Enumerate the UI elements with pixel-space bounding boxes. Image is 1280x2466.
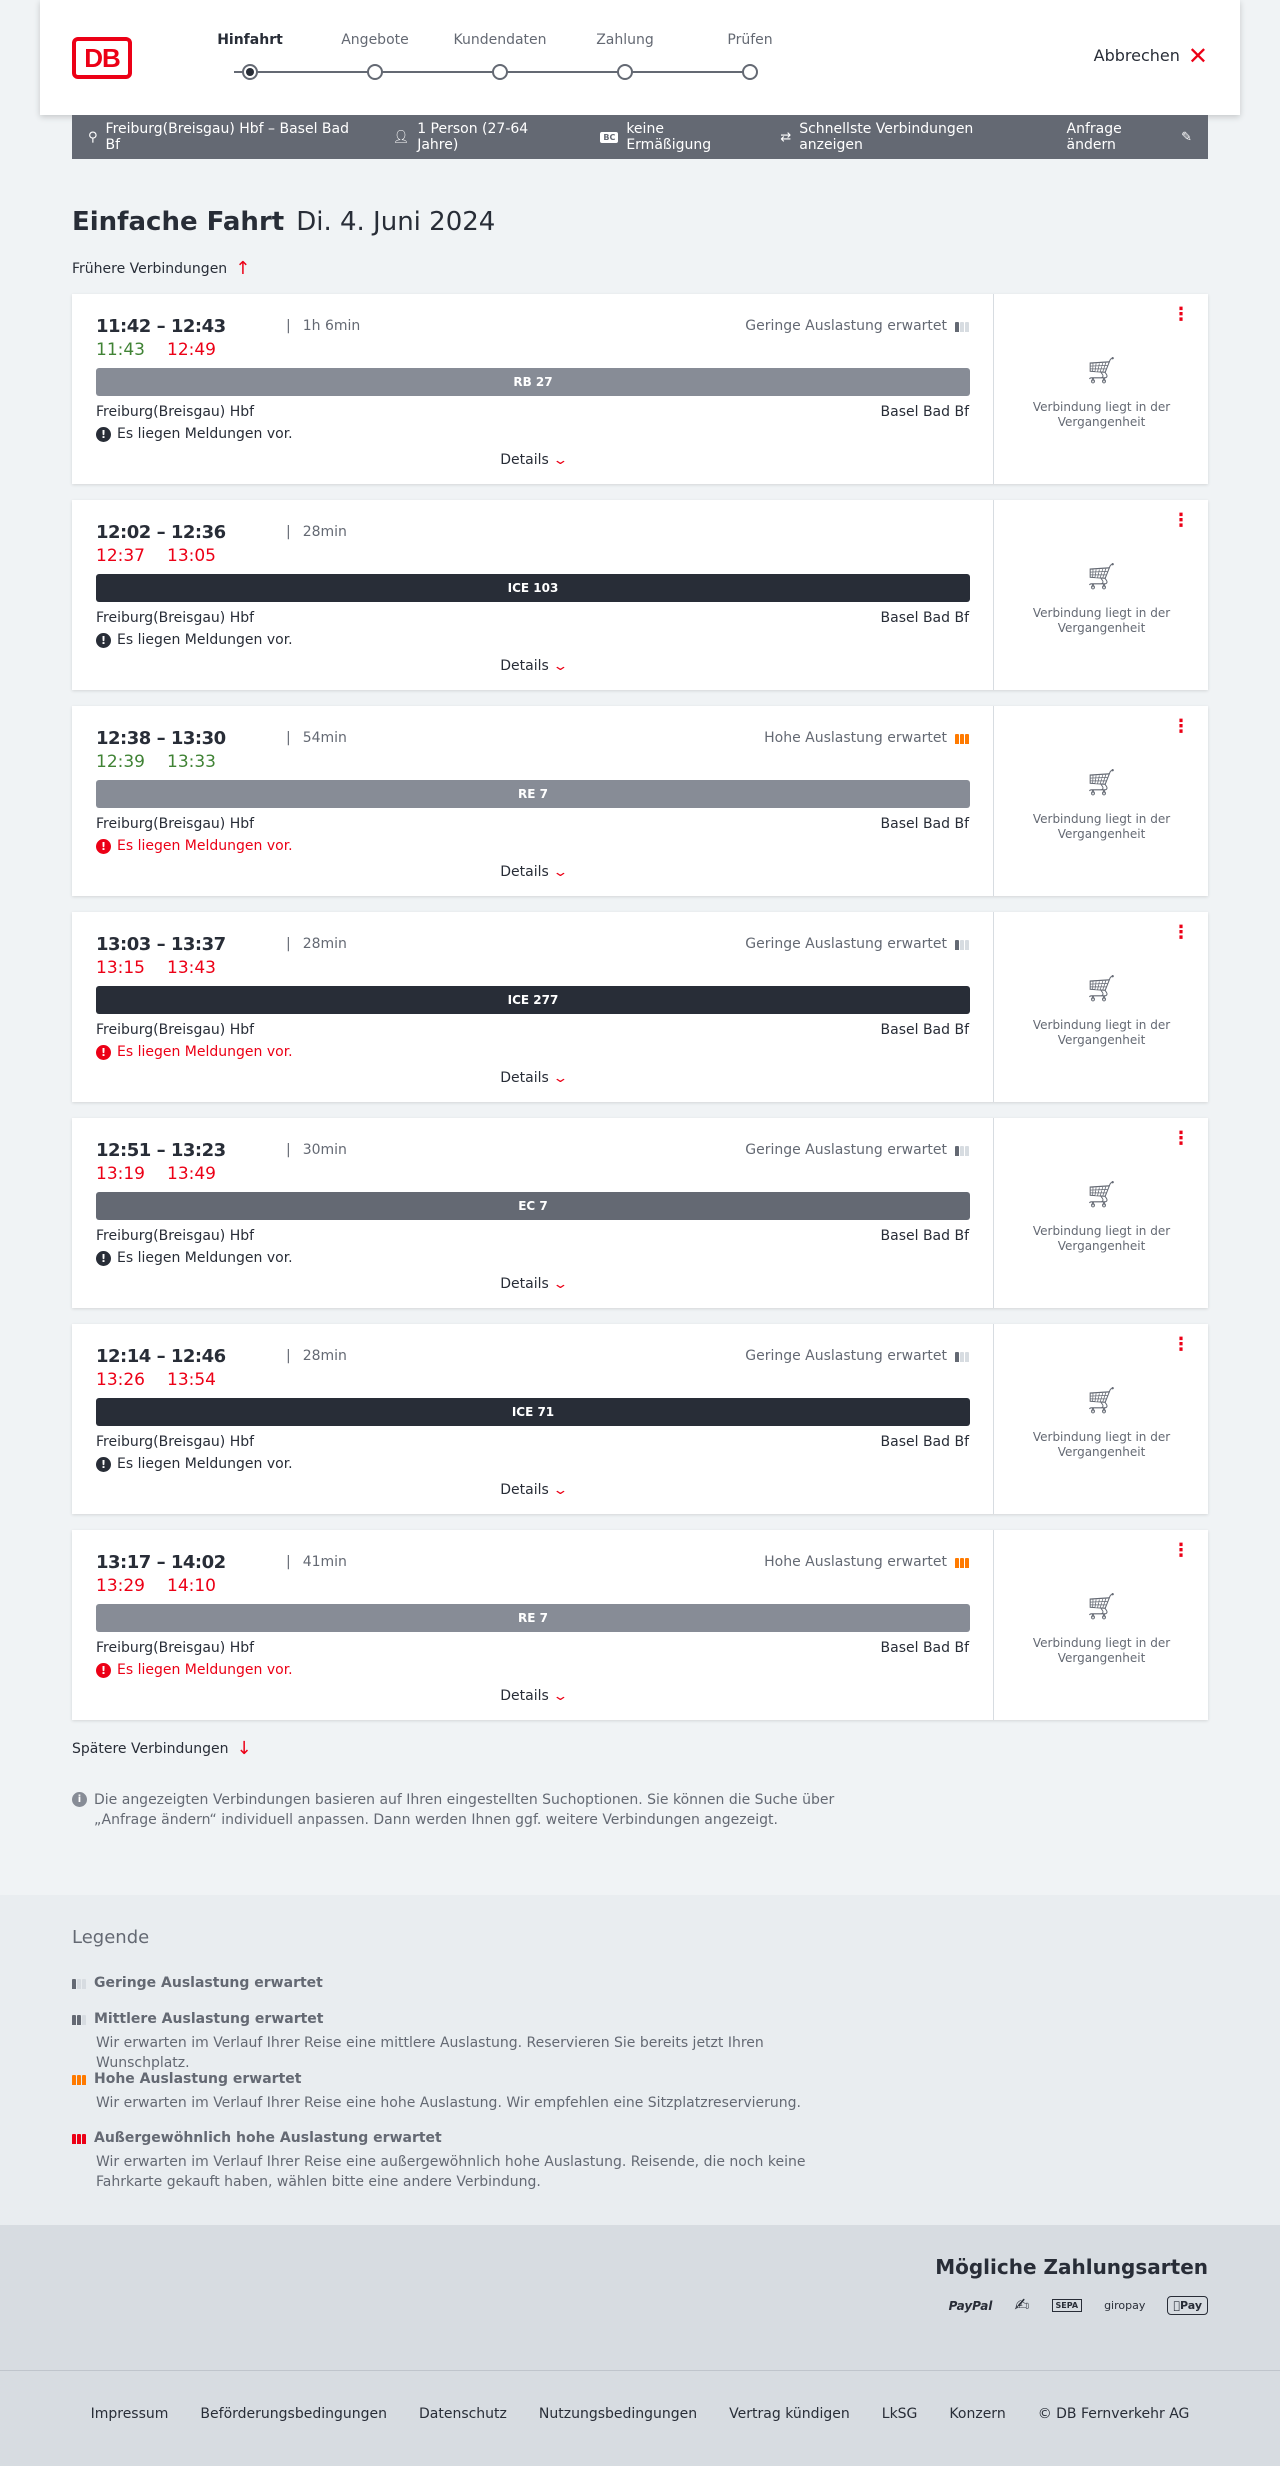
message-text: Es liegen Meldungen vor. (117, 1044, 293, 1060)
step-label: Hinfahrt (217, 32, 283, 48)
arrival-station: Basel Bad Bf (880, 1434, 969, 1450)
step-label: Kundendaten (453, 32, 547, 48)
more-options-icon[interactable]: ⋮ (1172, 1334, 1190, 1355)
realtime-arrival: 12:49 (167, 340, 216, 360)
booking-side (995, 1530, 1208, 1720)
departure-station: Freiburg(Breisgau) Hbf (96, 1434, 255, 1450)
change-request-label: Anfrage ändern (1066, 121, 1122, 153)
step-dot (492, 64, 508, 80)
past-connection-note: Verbindung liegt in der Vergangenheit (1032, 1018, 1171, 1047)
duration: | 41min (286, 1554, 347, 1570)
page-title (72, 207, 495, 237)
fastest-toggle[interactable] (780, 121, 1036, 153)
realtime-times (96, 1576, 238, 1596)
more-options-icon[interactable]: ⋮ (1172, 716, 1190, 737)
low-occupancy-icon (955, 320, 969, 332)
train-bar[interactable]: RE 7 (96, 1604, 970, 1632)
departure-station: Freiburg(Breisgau) Hbf (96, 1640, 255, 1656)
legend-xhigh (72, 2130, 852, 2192)
arrival-station: Basel Bad Bf (880, 610, 969, 626)
occupancy-label: Geringe Auslastung erwartet (745, 1348, 947, 1364)
details-toggle[interactable] (72, 1070, 994, 1086)
duration: | 1h 6min (286, 318, 360, 334)
occupancy-label: Hohe Auslastung erwartet (764, 730, 947, 746)
connection-card[interactable] (72, 294, 1208, 484)
step-dot (742, 64, 758, 80)
more-options-icon[interactable]: ⋮ (1172, 922, 1190, 943)
message-text: Es liegen Meldungen vor. (117, 632, 293, 648)
train-bar[interactable]: ICE 103 (96, 574, 970, 602)
more-options-icon[interactable]: ⋮ (1172, 1128, 1190, 1149)
legend-mid (72, 2011, 852, 2073)
trip-date: Di. 4. Juni 2024 (296, 207, 496, 237)
legend-high-label: Hohe Auslastung erwartet (94, 2071, 302, 2087)
applepay-icon (1167, 2296, 1208, 2315)
legend-low (72, 1975, 852, 1991)
legend-xhigh-label: Außergewöhnlich hohe Auslastung erwartet (94, 2130, 442, 2146)
paypal-icon: PayPal (948, 2298, 993, 2313)
realtime-departure: 13:19 (96, 1164, 145, 1184)
medium-occupancy-icon (72, 2013, 86, 2025)
persons-text: 1 Person (27-64 Jahre) (417, 121, 529, 153)
message-text: Es liegen Meldungen vor. (117, 1250, 293, 1266)
connection-card[interactable] (72, 1324, 1208, 1514)
occupancy-label: Geringe Auslastung erwartet (745, 936, 947, 952)
payment-icons (949, 2295, 1208, 2316)
connection-card[interactable] (72, 1530, 1208, 1720)
realtime-departure: 13:29 (96, 1576, 145, 1596)
change-request-button[interactable] (1067, 121, 1193, 153)
realtime-departure: 12:39 (96, 752, 145, 772)
alert-icon: ! (96, 1663, 111, 1678)
train-bar[interactable]: ICE 71 (96, 1398, 970, 1426)
planned-times: 12:14 – 12:46 (96, 1346, 226, 1367)
footer-copyright: © DB Fernverkehr AG (1037, 2406, 1190, 2422)
train-bar[interactable]: RE 7 (96, 780, 970, 808)
planned-times: 13:17 – 14:02 (96, 1552, 226, 1573)
planned-times: 12:02 – 12:36 (96, 522, 226, 543)
step-label: Zahlung (596, 32, 654, 48)
chevron-down-icon: ⌄ (552, 1483, 569, 1498)
departure-station: Freiburg(Breisgau) Hbf (96, 404, 255, 420)
message-text: Es liegen Meldungen vor. (117, 838, 293, 854)
booking-side (995, 1324, 1208, 1514)
realtime-times (96, 340, 238, 360)
connection-card[interactable] (72, 1118, 1208, 1308)
departure-station: Freiburg(Breisgau) Hbf (96, 1228, 255, 1244)
connection-main (72, 912, 994, 1102)
realtime-times (96, 1370, 238, 1390)
persons-info (393, 121, 571, 153)
low-occupancy-icon (955, 1350, 969, 1362)
discount-text: keine Ermäßigung (626, 121, 712, 153)
chevron-down-icon: ⌄ (552, 453, 569, 468)
footer-link-nutzung[interactable]: Nutzungsbedingungen (538, 2406, 698, 2422)
legend-mid-label: Mittlere Auslastung erwartet (94, 2011, 324, 2027)
chevron-down-icon: ⌄ (552, 659, 569, 674)
cart-unavailable-icon: 🛒︎ (1084, 1180, 1118, 1210)
realtime-times (96, 752, 238, 772)
departure-station: Freiburg(Breisgau) Hbf (96, 816, 255, 832)
details-label: Details (500, 1482, 549, 1498)
occupancy-label: Geringe Auslastung erwartet (745, 1142, 947, 1158)
message-text: Es liegen Meldungen vor. (117, 1662, 293, 1678)
step-dot (367, 64, 383, 80)
cart-unavailable-icon: 🛒︎ (1084, 768, 1118, 798)
later-label: Spätere Verbindungen (72, 1740, 229, 1757)
occupancy-label: Geringe Auslastung erwartet (745, 318, 947, 334)
chevron-down-icon: ⌄ (552, 1689, 569, 1704)
train-bar[interactable]: RB 27 (96, 368, 970, 396)
booking-side (995, 912, 1208, 1102)
high-occupancy-icon (955, 732, 969, 744)
train-bar[interactable]: EC 7 (96, 1192, 970, 1220)
high-occupancy-icon (72, 2073, 86, 2085)
cancel-button[interactable] (1093, 41, 1208, 70)
info-text: Die angezeigten Verbindungen basieren auf Ihren eingestellten Suchoptionen. Sie können die Suche über „Anfrage ändern“ individuell anpassen. Dann werden Ihnen ggf. weitere Verbindungen angezeigt. (94, 1792, 835, 1828)
details-label: Details (500, 452, 549, 468)
later-connections-link[interactable] (72, 1738, 252, 1759)
duration: | 54min (286, 730, 347, 746)
low-occupancy-icon (955, 938, 969, 950)
step-angebote (325, 32, 425, 52)
step-zahlung (575, 32, 675, 52)
step-label: Angebote (341, 32, 409, 48)
step-dot (242, 64, 258, 80)
message-notice (96, 1662, 293, 1678)
person-icon: 👤︎ (392, 129, 410, 145)
more-options-icon[interactable]: ⋮ (1172, 510, 1190, 531)
request-summary-bar (72, 115, 1208, 159)
footer-link-konzern[interactable]: Konzern (949, 2406, 1006, 2422)
cart-unavailable-icon: 🛒︎ (1084, 1592, 1118, 1622)
header (40, 0, 1240, 115)
legend-mid-desc: Wir erwarten im Verlauf Ihrer Reise eine mittlere Auslastung. Reservieren Sie bereits jetzt Ihren Wunschplatz. (96, 2035, 764, 2071)
occupancy-info (745, 318, 969, 334)
realtime-departure: 13:26 (96, 1370, 145, 1390)
details-toggle[interactable] (72, 1482, 994, 1498)
alert-icon: ! (96, 1457, 111, 1472)
details-label: Details (500, 1276, 549, 1292)
booking-side (995, 1118, 1208, 1308)
details-toggle[interactable] (72, 658, 994, 674)
duration: | 30min (286, 1142, 347, 1158)
message-notice (96, 838, 293, 854)
message-notice (96, 426, 293, 442)
cart-unavailable-icon: 🛒︎ (1084, 562, 1118, 592)
departure-station: Freiburg(Breisgau) Hbf (96, 610, 255, 626)
planned-times: 11:42 – 12:43 (96, 316, 226, 337)
past-connection-note: Verbindung liegt in der Vergangenheit (1032, 1430, 1171, 1459)
db-logo[interactable]: DB (72, 37, 132, 79)
departure-station: Freiburg(Breisgau) Hbf (96, 1022, 255, 1038)
route-info (88, 121, 363, 153)
message-text: Es liegen Meldungen vor. (117, 1456, 293, 1472)
realtime-departure: 12:37 (96, 546, 145, 566)
past-connection-note: Verbindung liegt in der Vergangenheit (1032, 400, 1171, 429)
alert-icon: ! (96, 1045, 111, 1060)
realtime-departure: 11:43 (96, 340, 145, 360)
step-dot (617, 64, 633, 80)
footer-link-lksg[interactable]: LkSG (881, 2406, 918, 2422)
legend-high (72, 2071, 852, 2113)
close-icon: ✕ (1187, 41, 1208, 70)
step-pruefen (700, 32, 800, 52)
alert-icon: ! (96, 427, 111, 442)
realtime-arrival: 13:54 (167, 1370, 216, 1390)
message-notice (96, 1044, 293, 1060)
more-options-icon[interactable]: ⋮ (1172, 304, 1190, 325)
location-pin-icon: ⚲ (88, 129, 98, 145)
progress-line (234, 71, 746, 73)
details-toggle[interactable] (72, 1688, 994, 1704)
arrival-station: Basel Bad Bf (880, 816, 969, 832)
booking-side (995, 500, 1208, 690)
message-notice (96, 1250, 293, 1266)
pencil-icon: ✎ (1181, 129, 1193, 145)
step-hinfahrt (200, 32, 300, 52)
progress-steps (210, 32, 773, 92)
realtime-arrival: 14:10 (167, 1576, 216, 1596)
realtime-arrival: 13:05 (167, 546, 216, 566)
duration: | 28min (286, 524, 347, 540)
fastest-text: Schnellste Verbindungen anzeigen (799, 121, 974, 153)
arrival-station: Basel Bad Bf (880, 1228, 969, 1244)
alert-icon: ! (96, 839, 111, 854)
chevron-down-icon: ⌄ (552, 865, 569, 880)
legend-title: Legende (72, 1927, 150, 1948)
earlier-label: Frühere Verbindungen (72, 260, 228, 277)
train-bar[interactable]: ICE 277 (96, 986, 970, 1014)
planned-times: 12:51 – 13:23 (96, 1140, 226, 1161)
occupancy-info (745, 936, 969, 952)
connection-card[interactable] (72, 706, 1208, 896)
realtime-arrival: 13:43 (167, 958, 216, 978)
connection-main (72, 500, 994, 690)
chevron-down-icon: ⌄ (552, 1071, 569, 1086)
applepay-label: Pay (1179, 2299, 1202, 2312)
cancel-label: Abbrechen (1093, 46, 1180, 65)
occupancy-info (745, 1142, 969, 1158)
footer-link-kuendigen[interactable]: Vertrag kündigen (729, 2406, 850, 2422)
chevron-down-icon: ⌄ (552, 1277, 569, 1292)
alert-icon: ! (96, 1251, 111, 1266)
connection-main (72, 706, 994, 896)
legend-xhigh-desc: Wir erwarten im Verlauf Ihrer Reise eine außergewöhnlich hohe Auslastung. Reisende, die noch keine Fahrkarte gekauft haben, wählen bitte eine andere Verbindung. (96, 2154, 806, 2190)
occupancy-info (764, 1554, 969, 1570)
message-notice (96, 632, 293, 648)
connection-main (72, 1324, 994, 1514)
past-connection-note: Verbindung liegt in der Vergangenheit (1032, 606, 1171, 635)
details-label: Details (500, 864, 549, 880)
search-info-note (72, 1790, 852, 1830)
arrival-station: Basel Bad Bf (880, 1022, 969, 1038)
trip-type: Einfache Fahrt (72, 207, 285, 237)
realtime-times (96, 1164, 238, 1184)
connection-card[interactable] (72, 500, 1208, 690)
past-connection-note: Verbindung liegt in der Vergangenheit (1032, 812, 1171, 841)
connection-main (72, 294, 994, 484)
realtime-times (96, 546, 238, 566)
arrow-up-icon: ↑ (235, 258, 251, 279)
info-icon: i (72, 1792, 87, 1807)
past-connection-note: Verbindung liegt in der Vergangenheit (1032, 1636, 1171, 1665)
low-occupancy-icon (72, 1977, 86, 1989)
legend-low-label: Geringe Auslastung erwartet (94, 1975, 323, 1991)
connection-main (72, 1118, 994, 1308)
details-toggle[interactable] (72, 452, 994, 468)
extreme-occupancy-icon (72, 2132, 86, 2144)
arrow-down-icon: ↓ (236, 1738, 252, 1759)
footer-link-befoerderung[interactable]: Beförderungsbedingungen (200, 2406, 387, 2422)
discount-info (600, 121, 750, 153)
duration: | 28min (286, 936, 347, 952)
arrival-station: Basel Bad Bf (880, 1640, 969, 1656)
footer-link-impressum[interactable]: Impressum (90, 2406, 169, 2422)
giropay-icon: giropay (1104, 2299, 1146, 2312)
booking-side (995, 294, 1208, 484)
sepa-icon: SEPA (1052, 2299, 1083, 2312)
arrival-station: Basel Bad Bf (880, 404, 969, 420)
direct-debit-icon: ✍ (1014, 2295, 1030, 2316)
footer-link-datenschutz[interactable]: Datenschutz (418, 2406, 507, 2422)
alert-icon: ! (96, 633, 111, 648)
message-text: Es liegen Meldungen vor. (117, 426, 293, 442)
details-label: Details (500, 658, 549, 674)
bahncard-icon: BC (600, 132, 618, 143)
footer-links (0, 2406, 1280, 2422)
payment-title: Mögliche Zahlungsarten (935, 2255, 1208, 2279)
details-toggle[interactable] (72, 864, 994, 880)
past-connection-note: Verbindung liegt in der Vergangenheit (1032, 1224, 1171, 1253)
cart-unavailable-icon: 🛒︎ (1084, 1386, 1118, 1416)
realtime-times (96, 958, 238, 978)
occupancy-info (764, 730, 969, 746)
high-occupancy-icon (955, 1556, 969, 1568)
more-options-icon[interactable]: ⋮ (1172, 1540, 1190, 1561)
details-label: Details (500, 1688, 549, 1704)
cart-unavailable-icon: 🛒︎ (1084, 356, 1118, 386)
route-text: Freiburg(Breisgau) Hbf – Basel Bad Bf (105, 121, 349, 153)
occupancy-info (745, 1348, 969, 1364)
occupancy-label: Hohe Auslastung erwartet (764, 1554, 947, 1570)
step-kundendaten (450, 32, 550, 52)
low-occupancy-icon (955, 1144, 969, 1156)
swap-arrows-icon: ⇄ (780, 129, 792, 145)
details-toggle[interactable] (72, 1276, 994, 1292)
earlier-connections-link[interactable] (72, 258, 250, 279)
realtime-arrival: 13:49 (167, 1164, 216, 1184)
cart-unavailable-icon: 🛒︎ (1084, 974, 1118, 1004)
legend-high-desc: Wir erwarten im Verlauf Ihrer Reise eine hohe Auslastung. Wir empfehlen eine Sitzplatzreservierung. (96, 2095, 801, 2111)
planned-times: 12:38 – 13:30 (96, 728, 226, 749)
message-notice (96, 1456, 293, 1472)
duration: | 28min (286, 1348, 347, 1364)
step-label: Prüfen (727, 32, 773, 48)
booking-side (995, 706, 1208, 896)
planned-times: 13:03 – 13:37 (96, 934, 226, 955)
realtime-arrival: 13:33 (167, 752, 216, 772)
connection-card[interactable] (72, 912, 1208, 1102)
realtime-departure: 13:15 (96, 958, 145, 978)
details-label: Details (500, 1070, 549, 1086)
connection-main (72, 1530, 994, 1720)
